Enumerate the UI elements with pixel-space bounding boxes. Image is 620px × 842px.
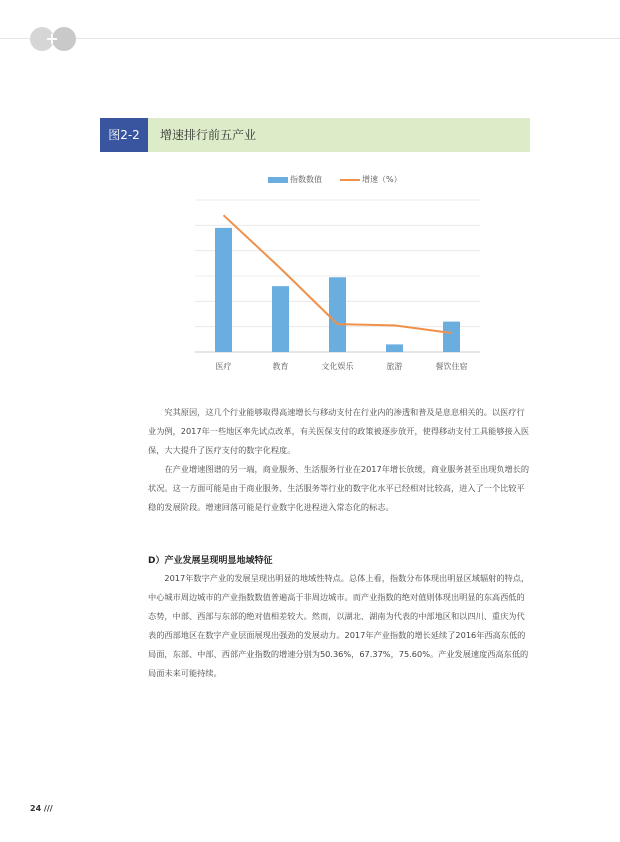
figure-title-bar [100,118,530,152]
header-divider [0,38,620,39]
legend-bar-swatch [268,177,288,183]
plus-icon: + [45,29,59,48]
logo [30,27,78,51]
paragraph-1 [148,403,532,460]
figure-title: 增速排行前五产业 [160,128,257,142]
paragraph-1-text: 究其原因，这几个行业能够取得高速增长与移动支付在行业内的渗透和普及是息息相关的。以医疗行业为例，2017年一些地区率先试点改革，有关医保支付的政策被逐步放开，使得移动支付工具能够接入医保，大大提升了医疗支付的数字化程度。 [148,407,530,455]
section-heading: D）产业发展呈现明显地域特征 [148,556,273,566]
legend-line-swatch [340,179,360,181]
bar-教育 [272,286,289,352]
paragraph-3 [148,569,532,683]
page-number: 24 /// [30,804,53,813]
legend-bar-label: 指数数值 [290,175,322,184]
paragraph-2 [148,460,532,517]
paragraph-2-text: 在产业增速图谱的另一端，商业服务、生活服务行业在2017年增长放缓，商业服务甚至出现负增长的状况。这一方面可能是由于商业服务、生活服务等行业的数字化水平已经相对比较高，进入了一个比较平稳的发展阶段。增速回落可能是行业数字化进程进入常态化的标志。 [148,464,530,512]
x-tick-label: 餐饮住宿 [435,362,468,371]
bar-line-chart [195,190,485,380]
bar-医疗 [215,228,232,352]
bar-旅游 [386,344,403,352]
x-tick-label: 教育 [272,362,289,371]
bar-餐饮住宿 [443,322,460,352]
legend-line-label: 增速（%） [362,175,402,184]
paragraph-3-text: 2017年数字产业的发展呈现出明显的地域性特点。总体上看，指数分布体现出明显区域辐射的特点，中心城市周边城市的产业指数数值普遍高于非周边城市。而产业指数的绝对值则体现出明显的东高西低的态势，中部、西部与东部的绝对值相差较大。然而，以湖北、湖南为代表的中部地区和以四川、重庆为代表的西部地区在数字产业层面展现出强劲的发展动力。2017年产业指数的增长延续了2016年西高东低的局面，东部、中部、西部产业指数的增速分别为50.36%，67.37%，75.60%。产业发展速度西高东低的局面未来可能持续。 [148,573,530,678]
x-tick-label: 医疗 [215,362,232,371]
bar-文化娱乐 [329,277,346,352]
x-tick-label: 文化娱乐 [321,362,354,371]
figure-number: 图2-2 [100,118,148,152]
x-tick-label: 旅游 [386,362,403,371]
